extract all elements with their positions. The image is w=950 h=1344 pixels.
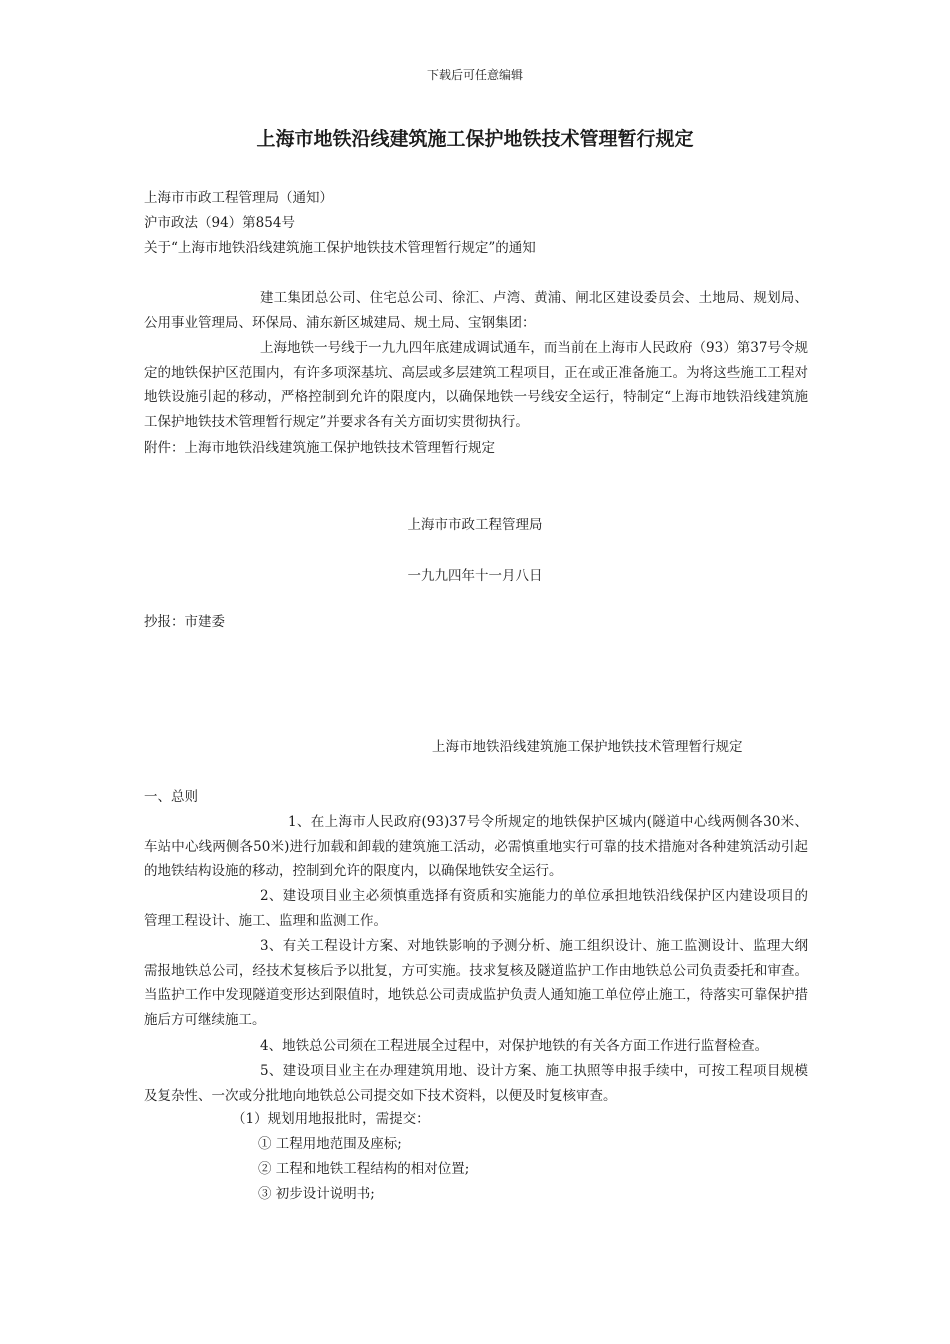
notice-attachment: 附件：上海市地铁沿线建筑施工保护地铁技术管理暂行规定 bbox=[144, 440, 495, 456]
regulation-sub-1: （1）规划用地报批时，需提交： bbox=[232, 1111, 430, 1127]
regulation-item-3: 3、有关工程设计方案、对地铁影响的予测分析、施工组织设计、施工监测设计、监理大纲需报地铁总公司，经技术复核后予以批复，方可实施。技求复核及隧道监护工作由地铁总公司负责委托和审查。当监护工作中发现隧道变形达到限值时，地铁总公司责成监护负责人通知施工单位停止施工，待落实可靠保护措施后方可继续施工。 bbox=[144, 938, 808, 1028]
regulation-title: 上海市地铁沿线建筑施工保护地铁技术管理暂行规定 bbox=[432, 739, 743, 755]
regulation-item-1: 1、在上海市人民政府(93)37号令所规定的地铁保护区城内(隧道中心线两侧各30米、车站中心线两侧各50米)进行加载和卸载的建筑施工活动，必需慎重地实行可靠的技术措施对各种建筑活动引起的地铁结构设施的移动，控制到允许的限度内，以确保地铁安全运行。 bbox=[144, 814, 808, 879]
regulation-item-5: 5、建设项目业主在办理建筑用地、设计方案、施工执照等申报手续中，可按工程项目规模及复杂性、一次或分批地向地铁总公司提交如下技术资料，以便及时复核审查。 bbox=[144, 1063, 808, 1104]
notice-recipients: 建工集团总公司、住宅总公司、徐汇、卢湾、黄浦、闸北区建设委员会、土地局、规划局、公用事业管理局、环保局、浦东新区城建局、规土局、宝钢集团： bbox=[144, 290, 808, 331]
regulation-sub-1-item: ② 工程和地铁工程结构的相对位置; bbox=[258, 1161, 470, 1177]
regulation-sub-1-item: ③ 初步设计说明书; bbox=[258, 1186, 375, 1202]
notice-body: 上海地铁一号线于一九九四年底建成调试通车，而当前在上海市人民政府（93）第37号令规定的地铁保护区范围内，有许多项深基坑、高层或多层建筑工程项目，正在或正准备施工。为将这些施工工程对地铁设施引起的移动，严格控制到允许的限度内，以确保地铁一号线安全运行，特制定“上海市地铁沿线建筑施工保护地铁技术管理暂行规定”并要求各有关方面切实贯彻执行。 bbox=[144, 340, 808, 430]
regulation-item-4: 4、地铁总公司须在工程进展全过程中，对保护地铁的有关各方面工作进行监督检查。 bbox=[260, 1038, 769, 1054]
document-title: 上海市地铁沿线建筑施工保护地铁技术管理暂行规定 bbox=[256, 128, 694, 150]
notice-issuer: 上海市市政工程管理局（通知） bbox=[144, 190, 333, 206]
section-heading-general: 一、总则 bbox=[144, 789, 198, 805]
notice-doc-number: 沪市政法（94）第854号 bbox=[144, 215, 295, 231]
regulation-sub-1-item: ① 工程用地范围及座标; bbox=[258, 1136, 402, 1152]
notice-signature: 上海市市政工程管理局 bbox=[407, 517, 543, 533]
notice-cc: 抄报：市建委 bbox=[144, 614, 225, 630]
notice-subject: 关于“上海市地铁沿线建筑施工保护地铁技术管理暂行规定”的通知 bbox=[144, 240, 536, 256]
page-header-note: 下载后可任意编辑 bbox=[426, 68, 523, 82]
regulation-item-2: 2、建设项目业主必须慎重选择有资质和实施能力的单位承担地铁沿线保护区内建设项目的管理工程设计、施工、监理和监测工作。 bbox=[144, 888, 808, 929]
notice-date: 一九九四年十一月八日 bbox=[407, 568, 543, 584]
